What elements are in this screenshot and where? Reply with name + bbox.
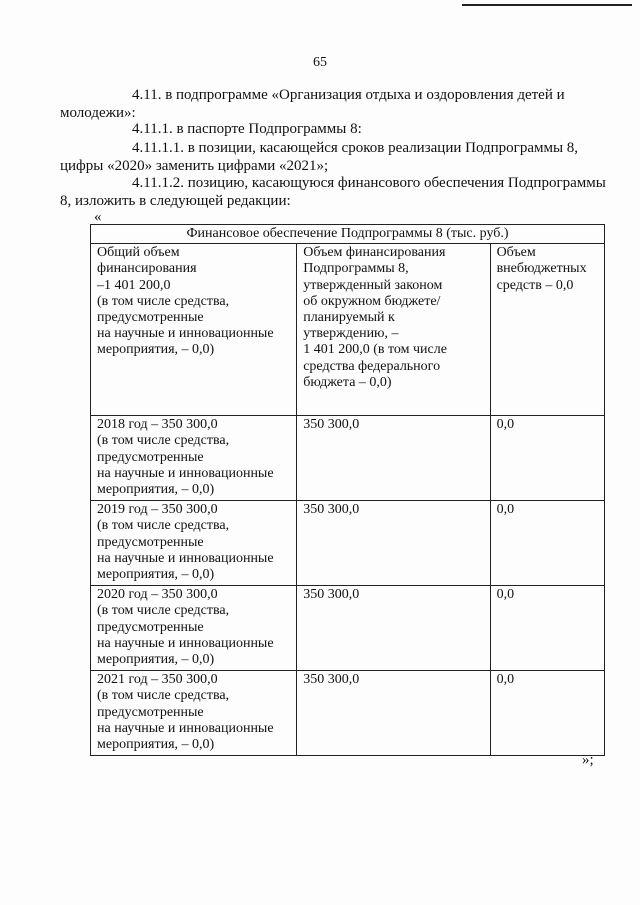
cell-line: мероприятия, – 0,0) — [97, 652, 215, 668]
cell-line: (в том числе средства, — [97, 688, 230, 704]
closing-quote: »; — [582, 752, 594, 768]
cell-line: мероприятия, – 0,0) — [97, 737, 215, 753]
cell-line: средства федерального — [303, 358, 441, 374]
financing-table — [90, 224, 605, 756]
cell-line: на научные и инновационные — [97, 550, 274, 566]
cell-line: на научные и инновационные — [97, 326, 274, 342]
year-total-cell — [91, 416, 297, 501]
cell-line: –1 401 200,0 — [97, 277, 171, 293]
table-row-2018 — [91, 416, 605, 501]
cell-line: предусмотренные — [97, 619, 204, 635]
budget-financing-cell — [297, 244, 490, 416]
total-financing-cell — [91, 244, 297, 416]
table-row-2019 — [91, 501, 605, 586]
cell-line: 2018 год – 350 300,0 — [97, 417, 218, 433]
cell-line: 2020 год – 350 300,0 — [97, 587, 218, 603]
year-extrabudgetary-cell: 0,0 — [490, 586, 604, 671]
cell-line: мероприятия, – 0,0) — [97, 482, 215, 498]
paragraph-text: 4.11.1. в паспорте Подпрограммы 8: — [132, 121, 362, 137]
extrabudgetary-cell — [490, 244, 604, 416]
paragraph-text: молодежи»: — [60, 105, 136, 121]
paragraph-text: 8, изложить в следующей редакции: — [60, 193, 291, 209]
cell-line: 2021 год – 350 300,0 — [97, 672, 218, 688]
table-header-row — [91, 225, 605, 244]
cell-line: внебюджетных — [496, 261, 587, 277]
cell-line: предусмотренные — [97, 534, 204, 550]
page-number: 65 — [313, 55, 327, 70]
top-rule — [462, 4, 632, 6]
cell-line: бюджета – 0,0) — [303, 374, 392, 390]
paragraph-4-11-1-1 — [60, 139, 608, 175]
cell-line: Объем финансирования — [303, 245, 446, 261]
paragraph-text: цифры «2020» заменить цифрами «2021»; — [60, 158, 329, 174]
paragraph-text: 4.11.1.1. в позиции, касающейся сроков реализации Подпрограммы 8, — [132, 140, 579, 156]
table-row-summary — [91, 244, 605, 416]
table-header: Финансовое обеспечение Подпрограммы 8 (тыс. руб.) — [91, 225, 605, 244]
cell-line: Подпрограммы 8, — [303, 261, 409, 277]
cell-line: финансирования — [97, 261, 197, 277]
cell-line: планируемый к — [303, 310, 395, 326]
opening-quote: « — [94, 209, 102, 225]
cell-line: (в том числе средства, — [97, 603, 230, 619]
cell-line: предусмотренные — [97, 449, 204, 465]
cell-line: предусмотренные — [97, 704, 204, 720]
cell-line: предусмотренные — [97, 310, 204, 326]
year-budget-cell: 350 300,0 — [297, 501, 490, 586]
year-total-cell — [91, 586, 297, 671]
cell-line: мероприятия, – 0,0) — [97, 342, 215, 358]
paragraph-4-11-1 — [96, 120, 608, 138]
cell-line: (в том числе средства, — [97, 293, 230, 309]
cell-line: Общий объем — [97, 245, 180, 261]
cell-line: средств – 0,0 — [496, 277, 574, 293]
year-budget-cell: 350 300,0 — [297, 586, 490, 671]
cell-line: Объем — [496, 245, 536, 261]
cell-line: об окружном бюджете/ — [303, 293, 441, 309]
cell-line: 2019 год – 350 300,0 — [97, 502, 218, 518]
cell-line: мероприятия, – 0,0) — [97, 567, 215, 583]
cell-line: (в том числе средства, — [97, 518, 230, 534]
paragraph-text: 4.11.1.2. позицию, касающуюся финансового обеспечения Подпрограммы — [132, 175, 606, 191]
cell-line: 1 401 200,0 (в том числе — [303, 342, 447, 358]
table-row-2021 — [91, 671, 605, 756]
paragraph-text: 4.11. в подпрограмме «Организация отдыха и оздоровления детей и — [132, 87, 565, 103]
year-total-cell — [91, 671, 297, 756]
table-row-2020 — [91, 586, 605, 671]
year-extrabudgetary-cell: 0,0 — [490, 501, 604, 586]
paragraph-4-11-1-2 — [60, 174, 608, 210]
cell-line: утверждению, – — [303, 326, 399, 342]
year-extrabudgetary-cell: 0,0 — [490, 416, 604, 501]
year-budget-cell: 350 300,0 — [297, 416, 490, 501]
cell-line: утвержденный законом — [303, 277, 443, 293]
cell-line: на научные и инновационные — [97, 465, 274, 481]
cell-line: на научные и инновационные — [97, 635, 274, 651]
year-budget-cell: 350 300,0 — [297, 671, 490, 756]
paragraph-4-11 — [60, 86, 608, 122]
year-total-cell — [91, 501, 297, 586]
cell-line: на научные и инновационные — [97, 720, 274, 736]
year-extrabudgetary-cell: 0,0 — [490, 671, 604, 756]
cell-line: (в том числе средства, — [97, 433, 230, 449]
